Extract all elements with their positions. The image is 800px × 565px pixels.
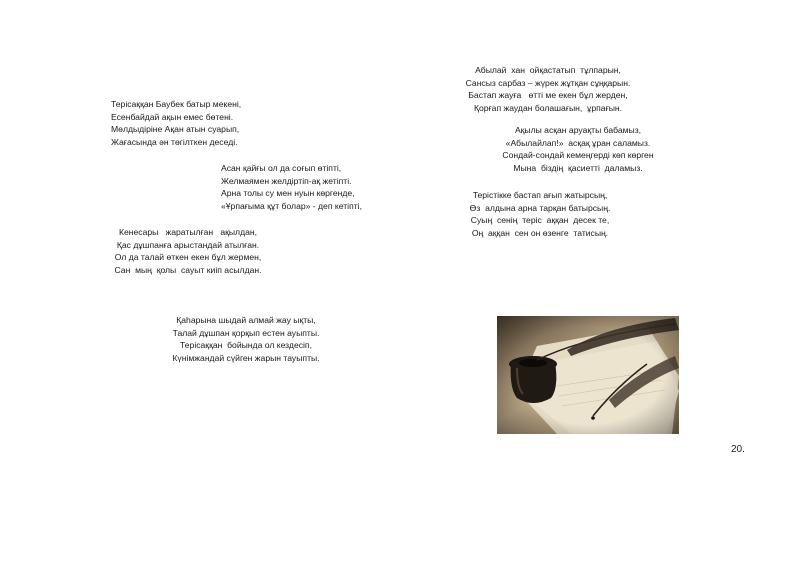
poem-line: Ақылы асқан аруақты бабамыз, [514, 125, 642, 135]
poem-line: Терісаққан бойында ол кездесіп, [180, 340, 312, 351]
poem-stanza-3 [103, 226, 273, 276]
poem-line: Ол да талай өткен екен бұл жермен, [114, 252, 262, 263]
inkwell-quill-icon [497, 316, 679, 434]
page-number: 20. [731, 444, 745, 455]
poem-line: Мына біздің қасиетті даламыз. [513, 162, 643, 173]
poem-line: Сондай-сондай кемеңгерді көп көрген [502, 150, 654, 161]
poem-line: Асан қайғы ол да соғып өтіпті, [221, 163, 342, 173]
poem-stanza-1 [111, 98, 241, 148]
poem-line: «Абылайлап!» асқақ ұран саламыз. [505, 137, 651, 148]
poem-line: Терісаққан Баубек батыр мекені, [111, 99, 242, 109]
poem-stanza-7 [445, 189, 635, 239]
poem-stanza-5 [438, 64, 658, 114]
poem-line: Мөлдыдіріне Ақан атын суарып, [111, 124, 240, 135]
poem-line: Өз алдына арна тарқан батырсың. [469, 202, 611, 213]
poem-line: Жағасында ән төгілткен деседі. [111, 136, 238, 147]
poem-line: Есенбайдай ақын емес бөтені. [111, 111, 234, 122]
poem-line: Сан мың қолы сауыт киіп асылдан. [114, 264, 262, 275]
poem-line: Желмаямен желдіртіп-ақ жетіпті. [221, 175, 352, 186]
poem-line: «Ұрпағыма құт болар» - деп кетіпті, [221, 200, 362, 211]
poem-line: Талай дұшпан қорқып естен ауыпты. [172, 327, 320, 338]
poem-line: Арна толы су мен нуын көргенде, [221, 188, 355, 199]
poem-line: Терістікке бастап ағып жатырсың, [472, 190, 608, 200]
poem-line: Бастап жауға өтті ме екен бұл жерден, [468, 90, 628, 101]
poem-line: Оң аққан сен он өзенге татисың. [471, 227, 609, 238]
poem-stanza-6 [478, 124, 678, 174]
poem-line: Күнімжандай сүйген жарын тауыпты. [172, 352, 320, 363]
poem-line: Қаһарына шыдай алмай жау ықты, [176, 315, 316, 325]
poem-line: Абылай хан ойқастатып тұлпарын, [475, 65, 621, 75]
poem-line: Қас дұшпанға арыстандай атылған. [116, 239, 260, 250]
poem-stanza-4 [146, 314, 346, 364]
poem-line: Қорғап жаудан болашағын, ұрпағын. [473, 102, 623, 113]
poem-stanza-2 [221, 162, 362, 212]
poem-line: Кенесары жаратылған ақылдан, [118, 227, 257, 237]
poem-line: Сансыз сарбаз – жүрек жұтқан сұңқарын. [465, 77, 631, 88]
poem-line: Суың сенің теріс аққан десек те, [470, 215, 610, 226]
